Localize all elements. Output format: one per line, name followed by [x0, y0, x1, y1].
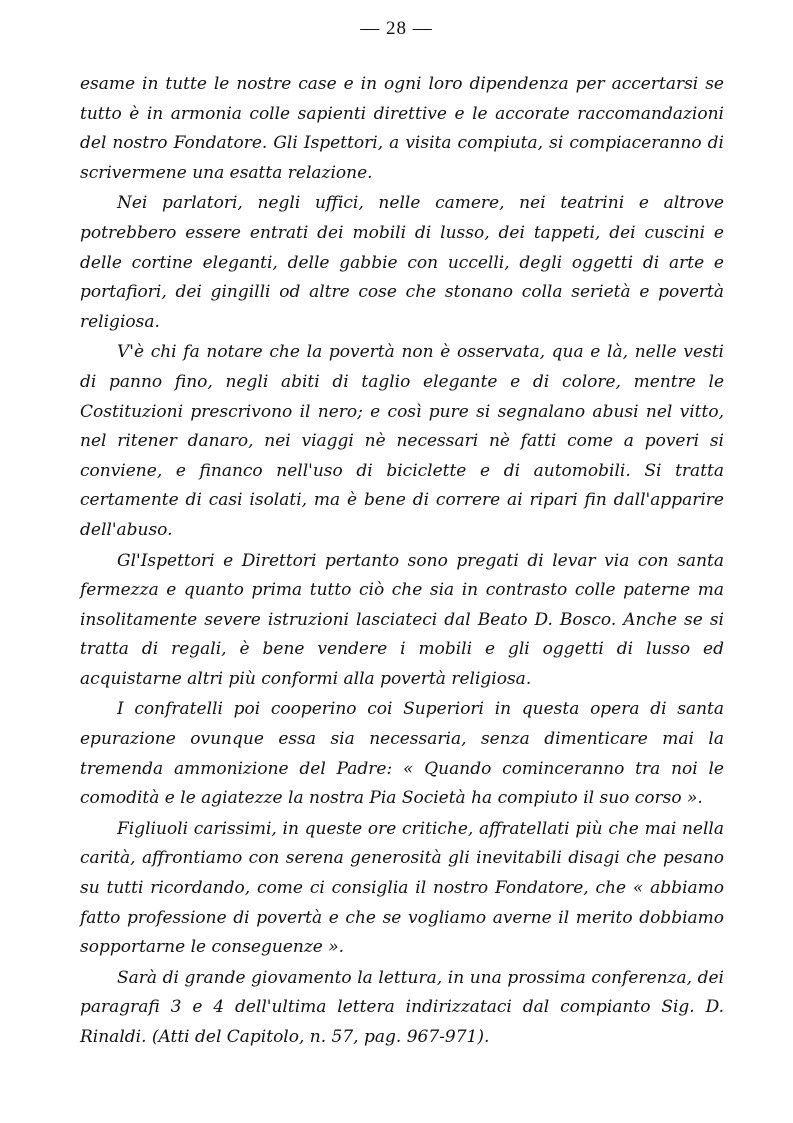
paragraph-5: I confratelli poi cooperino coi Superiori in questa opera di santa epurazione ovunque essa sia necessaria, senza dimenticare mai la tremenda ammonizione del Padre: « Quando cominceranno tra noi le comodità e le agiatezze la nostra Pia Società ha compiuto il suo corso ».: [80, 699, 724, 809]
paragraph-6: Figliuoli carissimi, in queste ore critiche, affratellati più che mai nella carità, affrontiamo con serena generosità gli inevitabili disagi che pesano su tutti ricordando, come ci consiglia il nostro Fondatore, che « abbiamo fatto professione di povertà e che se vogliamo averne il merito dobbiamo sopportarne le conseguenze ».: [80, 818, 724, 958]
page-number: — 28 —: [360, 18, 433, 39]
body-text: [80, 70, 724, 1054]
paragraph-1: esame in tutte le nostre case e in ogni loro dipendenza per accertarsi se tutto è in armonia colle sapienti direttive e le accorate raccomandazioni del nostro Fondatore. Gli Ispettori, a visita compiuta, si compiaceranno di scrivermene una esatta relazione.: [80, 74, 724, 183]
paragraph-7: Sarà di grande giovamento la lettura, in una prossima conferenza, dei paragrafi 3 e 4 dell'ultima lettera indirizzataci dal compianto Sig. D. Rinaldi. (Atti del Capitolo, n. 57, pag. 967-971).: [80, 967, 724, 1047]
paragraph-3: V'è chi fa notare che la povertà non è osservata, qua e là, nelle vesti di panno fino, negli abiti di taglio elegante e di colore, mentre le Costituzioni prescrivono il nero; e così pure si segnalano abusi nel vitto, nel ritener danaro, nei viaggi nè necessari nè fatti come a poveri si conviene, e financo nell'uso di biciclette e di automobili. Si tratta certamente di casi isolati, ma è bene di correre ai ripari fin dall'apparire dell'abuso.: [80, 342, 724, 540]
paragraph-4: Gl'Ispettori e Direttori pertanto sono pregati di levar via con santa fermezza e quanto prima tutto ciò che sia in contrasto colle paterne ma insolitamente severe istruzioni lasciateci dal Beato D. Bosco. Anche se si tratta di regali, è bene vendere i mobili e gli oggetti di lusso ed acquistarne altri più conformi alla povertà religiosa.: [80, 550, 724, 689]
paragraph-2: Nei parlatori, negli uffici, nelle camere, nei teatrini e altrove potrebbero essere entrati dei mobili di lusso, dei tappeti, dei cuscini e delle cortine eleganti, delle gabbie con uccelli, degli oggetti di arte e portafiori, dei gingilli od altre cose che stonano colla serietà e povertà religiosa.: [80, 193, 724, 332]
